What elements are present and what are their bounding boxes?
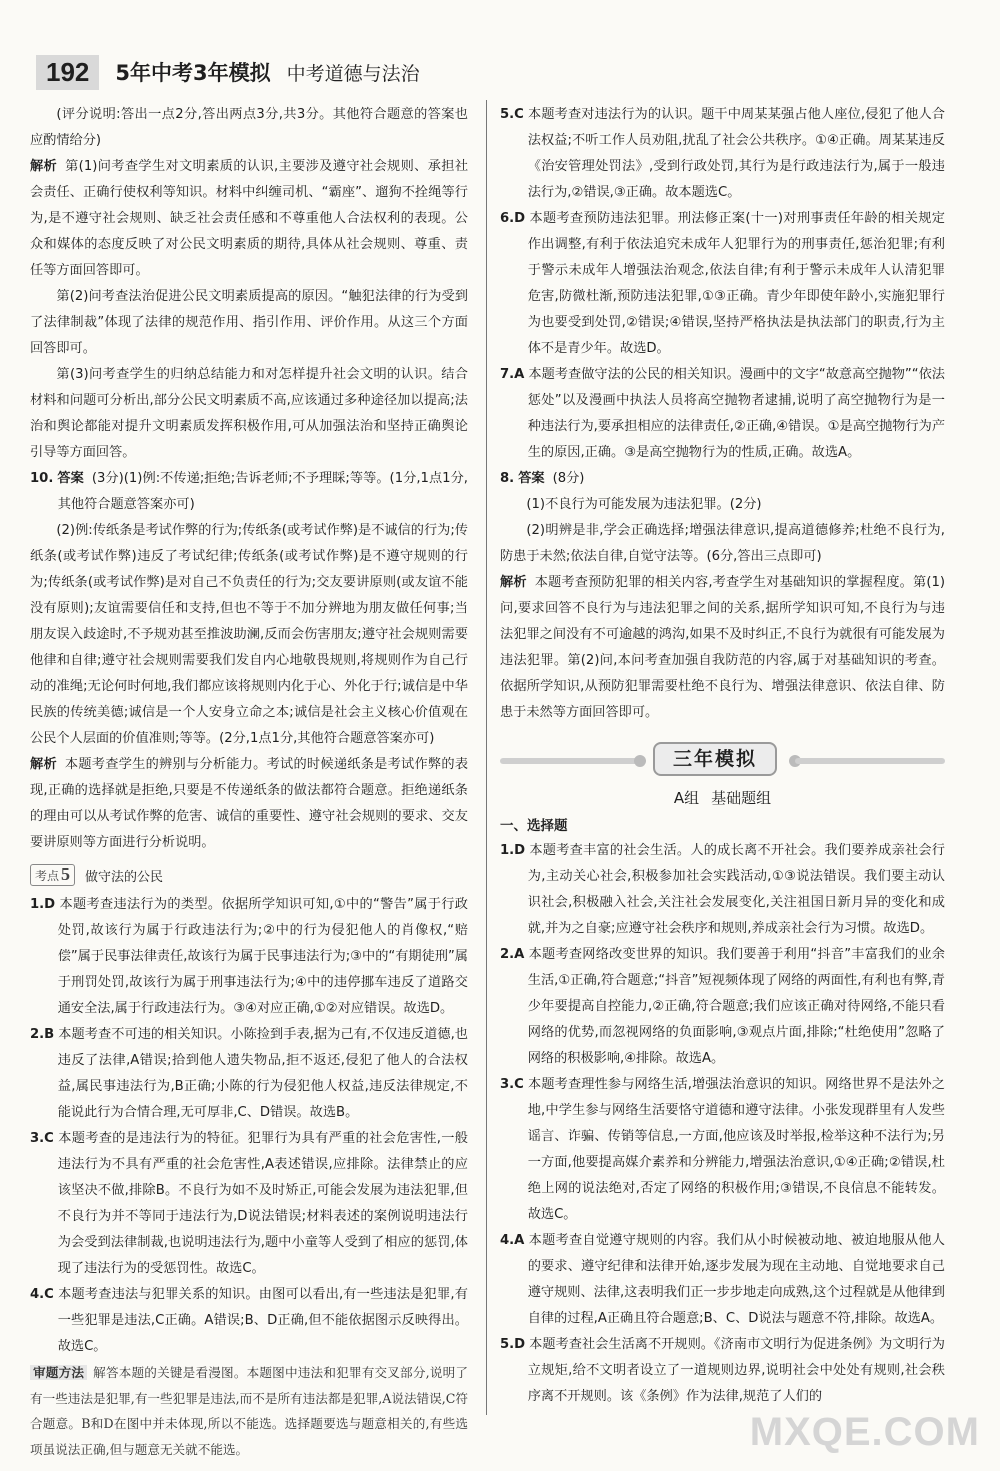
question-item: [30, 1282, 468, 1360]
question-text: 本题考查违法与犯罪关系的知识。由图可以看出,有一些违法是犯罪,有一些犯罪是违法,C正确。A错误;B、D正确,但不能依据图示反映得出。故选C。: [57, 1287, 468, 1354]
question-item: [500, 1228, 945, 1332]
group-title: [500, 786, 945, 810]
question-item: [30, 1022, 468, 1126]
question-item: [500, 1332, 945, 1410]
analysis-paragraph: [30, 154, 468, 284]
tip-text: 解答本题的关键是看漫图。本题图中违法和犯罪有交叉部分,说明了有一些违法是犯罪,有一些犯罪是违法,而不是所有违法都是犯罪,A说法错误,C符合题意。B和D在图中并未体现,所以不能选。选择题要选与题意相关的,有些选项虽说法正确,但与题意无关就不能选。: [30, 1365, 468, 1457]
question-item: [500, 942, 945, 1072]
question-10-answer: [30, 466, 468, 518]
banner-bar-right: [795, 758, 945, 764]
tip-label: 审题方法: [30, 1365, 87, 1380]
right-column: [500, 102, 945, 1410]
paragraph: (评分说明:答出一点2分,答出两点3分,共3分。其他符合题意的答案也应酌情给分): [30, 107, 468, 148]
tip-box: [30, 1360, 468, 1462]
question-item: [500, 362, 945, 466]
question-number: 1.D: [500, 843, 526, 858]
question-number: 7.A: [500, 367, 525, 382]
question-text: 本题考查预防违法犯罪。刑法修正案(十一)对刑事责任年龄的相关规定作出调整,有利于依法追究未成年人犯罪行为的刑事责任,惩治犯罪;有利于警示未成年人增强法治观念,依法自律;有利于警示未成年人认清犯罪危害,防微杜渐,预防违法犯罪,①③正确。青少年即使年龄小,实施犯罪行为也要受到处罚,②错误;④错误,坚持严格执法是执法部门的职责,行为主体不是青少年。故选D。: [527, 211, 945, 356]
answer-text: (1)不良行为可能发展为违法犯罪。(2分): [526, 497, 762, 512]
banner-bar-left: [500, 758, 640, 764]
three-year-banner: [500, 740, 945, 780]
analysis-label: 解析: [500, 575, 527, 590]
question-8-answer: [500, 466, 945, 492]
section-tag-word: 考点: [35, 869, 60, 883]
question-item: [500, 1072, 945, 1228]
answer-text: (3分)(1)例:不传递;拒绝;告诉老师;不予理睬;等等。(1分,1点1分,其他符合题意答案亦可): [57, 471, 468, 512]
subsection-heading: 一、选择题: [500, 818, 568, 834]
answer-label: 答案: [518, 471, 545, 486]
question-item: [500, 206, 945, 362]
book-title: 5年中考3年模拟: [115, 61, 271, 85]
banner-title: 三年模拟: [653, 742, 777, 776]
question-number: 5.C: [500, 107, 524, 122]
section-title: 做守法的公民: [85, 869, 164, 885]
question-text: 本题考查对违法行为的认识。题干中周某某强占他人座位,侵犯了他人合法权益;不听工作人员劝阻,扰乱了社会公共秩序。①④正确。周某某违反《治安管理处罚法》,受到行政处罚,其行为是行政违法行为,属于一般违法行为,②错误,③正确。故本题选C。: [527, 107, 945, 200]
analysis-paragraph: [500, 570, 945, 726]
answer-text: (2)明辨是非,学会正确选择;增强法律意识,提高道德修养;杜绝不良行为,防患于未然;依法自律,自觉守法等。(6分,答出三点即可): [500, 523, 945, 564]
left-column: [30, 102, 468, 1462]
question-number: 5.D: [500, 1337, 526, 1352]
answer-score: (8分): [552, 471, 585, 486]
question-item: [30, 892, 468, 1022]
question-number: 2.A: [500, 947, 525, 962]
question-text: 本题考查理性参与网络生活,增强法治意识的知识。网络世界不是法外之地,中学生参与网络生活要恪守道德和遵守法律。小张发现群里有人发些谣言、诈骗、传销等信息,一方面,他应该及时举报,检举这种不法行为;另一方面,他要提高媒介素养和分辨能力,增强法治意识,①④正确;②错误,杜绝上网的说法绝对,否定了网络的积极作用;③错误,不良信息不能转发。故选C。: [527, 1077, 945, 1222]
column-divider: [486, 100, 487, 1415]
banner-dot-left: [634, 755, 646, 767]
paragraph: 第(3)问考查学生的归纳总结能力和对怎样提升社会文明的认识。结合材料和问题可分析出,部分公民文明素质不高,应该通过多种途径加以提高;法治和舆论都能对提升文明素质发挥积极作用,可从加强法治和坚持正确舆论引导等方面回答。: [30, 367, 468, 460]
question-text: 本题考查做守法的公民的相关知识。漫画中的文字“故意高空抛物”“依法惩处”以及漫画中执法人员将高空抛物者逮捕,说明了高空抛物行为是一种违法行为,要承担相应的法律责任,②正确,④错误。①是高空抛物行为产生的原因,正确。③是高空抛物行为的性质,正确。故选A。: [527, 367, 946, 460]
tip-paragraph: [30, 1360, 468, 1462]
question-number: 6.D: [500, 211, 526, 226]
analysis-text: 本题考查预防犯罪的相关内容,考查学生对基础知识的掌握程度。第(1)问,要求回答不良行为与违法犯罪之间的关系,据所学知识可知,不良行为与违法犯罪之间没有不可逾越的鸿沟,如果不及时纠正,不良行为就很有可能发展为违法犯罪。第(2)问,本问考查加强自我防范的内容,属于对基础知识的考查。依据所学知识,从预防犯罪需要杜绝不良行为、增强法律意识、依法自律、防患于未然等方面回答即可。: [500, 575, 946, 720]
question-text: 本题考查自觉遵守规则的内容。我们从小时候被动地、被迫地服从他人的要求、遵守纪律和法律开始,逐步发展为现在主动地、自觉地要求自己遵守规则、法律,这表明我们正一步步地走向成熟,这个过程就是从他律到自律的过程,A正确且符合题意;B、C、D说法与题意不符,排除。故选A。: [527, 1233, 945, 1326]
question-item: [30, 1126, 468, 1282]
analysis-paragraph: [30, 752, 468, 856]
question-number: 4.A: [500, 1233, 525, 1248]
question-text: 本题考查不可违的相关知识。小陈捡到手表,据为己有,不仅违反道德,也违反了法律,A错误;拾到他人遗失物品,拒不返还,侵犯了他人的合法权益,属民事违法行为,B正确;小陈的行为侵犯他人权益,违反法律规定,不能说此行为合情合理,无可厚非,C、D错误。故选B。: [57, 1027, 468, 1120]
section-tag: [30, 864, 75, 886]
subject-title: 中考道德与法治: [286, 62, 420, 85]
question-number: 4.C: [30, 1287, 54, 1302]
answer-label: 答案: [57, 471, 84, 486]
question-item: [500, 102, 945, 206]
analysis-label: 解析: [30, 159, 58, 174]
question-number: 8.: [500, 471, 515, 486]
question-item: [500, 838, 945, 942]
answer-text-2: (2)例:传纸条是考试作弊的行为;传纸条(或考试作弊)是不诚信的行为;传纸条(或考试作弊)违反了考试纪律;传纸条(或考试作弊)是不遵守规则的行为;传纸条(或考试作弊)是对自己不负责任的行为;交友要讲原则(或友谊不能没有原则);友谊需要信任和支持,但也不等于不加分辨地为朋友做任何事;当朋友误入歧途时,不予规劝甚至推波助澜,反而会伤害朋友;遵守社会规则需要他律和自律;遵守社会规则需要我们发自内心地敬畏规则,将规则作为自己行动的准绳;无论何时何地,我们都应该将规则内化于心、外化于行;诚信是中华民族的传统美德;诚信是一个人安身立命之本;诚信是社会主义核心价值观在公民个人层面的价值准则;等等。(2分,1点1分,其他符合题意答案亦可): [30, 523, 468, 746]
analysis-text: 本题考查学生的辨别与分析能力。考试的时候递纸条是考试作弊的表现,正确的选择就是拒绝,只要是不传递纸条的做法都符合题意。拒绝递纸条的理由可以从考试作弊的危害、诚信的重要性、遵守社会规则的要求、交友要讲原则等方面进行分析说明。: [30, 757, 469, 850]
section-tag-number: 5: [61, 864, 71, 884]
question-text: 本题考查丰富的社会生活。人的成长离不开社会。我们要养成亲社会行为,主动关心社会,积极参加社会实践活动,①③说法错误。我们要主动认识社会,积极融入社会,关注社会发展变化,关注祖国日新月异的变化和成就,并为之自豪;应遵守社会秩序和规则,养成亲社会行为习惯。故选D。: [527, 843, 945, 936]
question-text: 本题考查的是违法行为的特征。犯罪行为具有严重的社会危害性,一般违法行为不具有严重的社会危害性,A表述错误,应排除。法律禁止的应该坚决不做,排除B。不良行为如不及时矫正,可能会发展为违法犯罪,但不良行为并不等同于违法行为,D说法错误;材料表述的案例说明违法行为会受到法律制裁,也说明违法行为,题中小童等人受到了相应的惩罚,体现了违法行为的受惩罚性。故选C。: [57, 1131, 468, 1276]
group-name: 基础题组: [711, 789, 772, 807]
analysis-label: 解析: [30, 757, 57, 772]
paragraph: 第(2)问考查法治促进公民文明素质提高的原因。“触犯法律的行为受到了法律制裁”体现了法律的规范作用、指引作用、评价作用。从这三个方面回答即可。: [30, 289, 468, 356]
watermark: MXQE.COM: [749, 1410, 980, 1454]
group-label: A组: [673, 789, 700, 807]
question-number: 1.D: [30, 897, 56, 912]
question-text: 本题考查社会生活离不开规则。《济南市文明行为促进条例》为文明行为立规矩,给不文明者设立了一道规则边界,说明社会中处处有规则,社会秩序离不开规则。该《条例》作为法律,规范了人们的: [527, 1337, 945, 1404]
page-header: [36, 52, 420, 92]
section-heading: [30, 864, 468, 886]
question-text: 本题考查网络改变世界的知识。我们要善于利用“抖音”丰富我们的业余生活,①正确,符合题意;“抖音”短视频体现了网络的两面性,有利也有弊,青少年要提高自控能力,②正确,符合题意;我们应该正确对待网络,不能只看网络的优势,而忽视网络的负面影响,③观点片面,排除;“杜绝使用”忽略了网络的积极影响,④排除。故选A。: [527, 947, 945, 1066]
question-number: 3.C: [30, 1131, 54, 1146]
question-number: 3.C: [500, 1077, 524, 1092]
question-text: 本题考查违法行为的类型。依据所学知识可知,①中的“警告”属于行政处罚,故该行为属于行政违法行为;②中的行为侵犯他人的肖像权,“赔偿”属于民事法律责任,故该行为属于民事违法行为;③中的“有期徒刑”属于刑罚处罚,故该行为属于刑事违法行为;④中的违停挪车违反了道路交通安全法,属于行政违法行为。③④对应正确,①②对应错误。故选D。: [57, 897, 468, 1016]
page-number: 192: [36, 55, 99, 90]
analysis-text: 第(1)问考查学生对文明素质的认识,主要涉及遵守社会规则、承担社会责任、正确行使权利等知识。材料中纠缠司机、“霸座”、遛狗不拴绳等行为,是不遵守社会规则、缺乏社会责任感和不尊重他人合法权利的表现。公众和媒体的态度反映了对公民文明素质的期待,具体从社会规则、尊重、责任等方面回答即可。: [30, 159, 469, 278]
question-number: 10.: [30, 471, 54, 486]
question-number: 2.B: [30, 1027, 55, 1042]
